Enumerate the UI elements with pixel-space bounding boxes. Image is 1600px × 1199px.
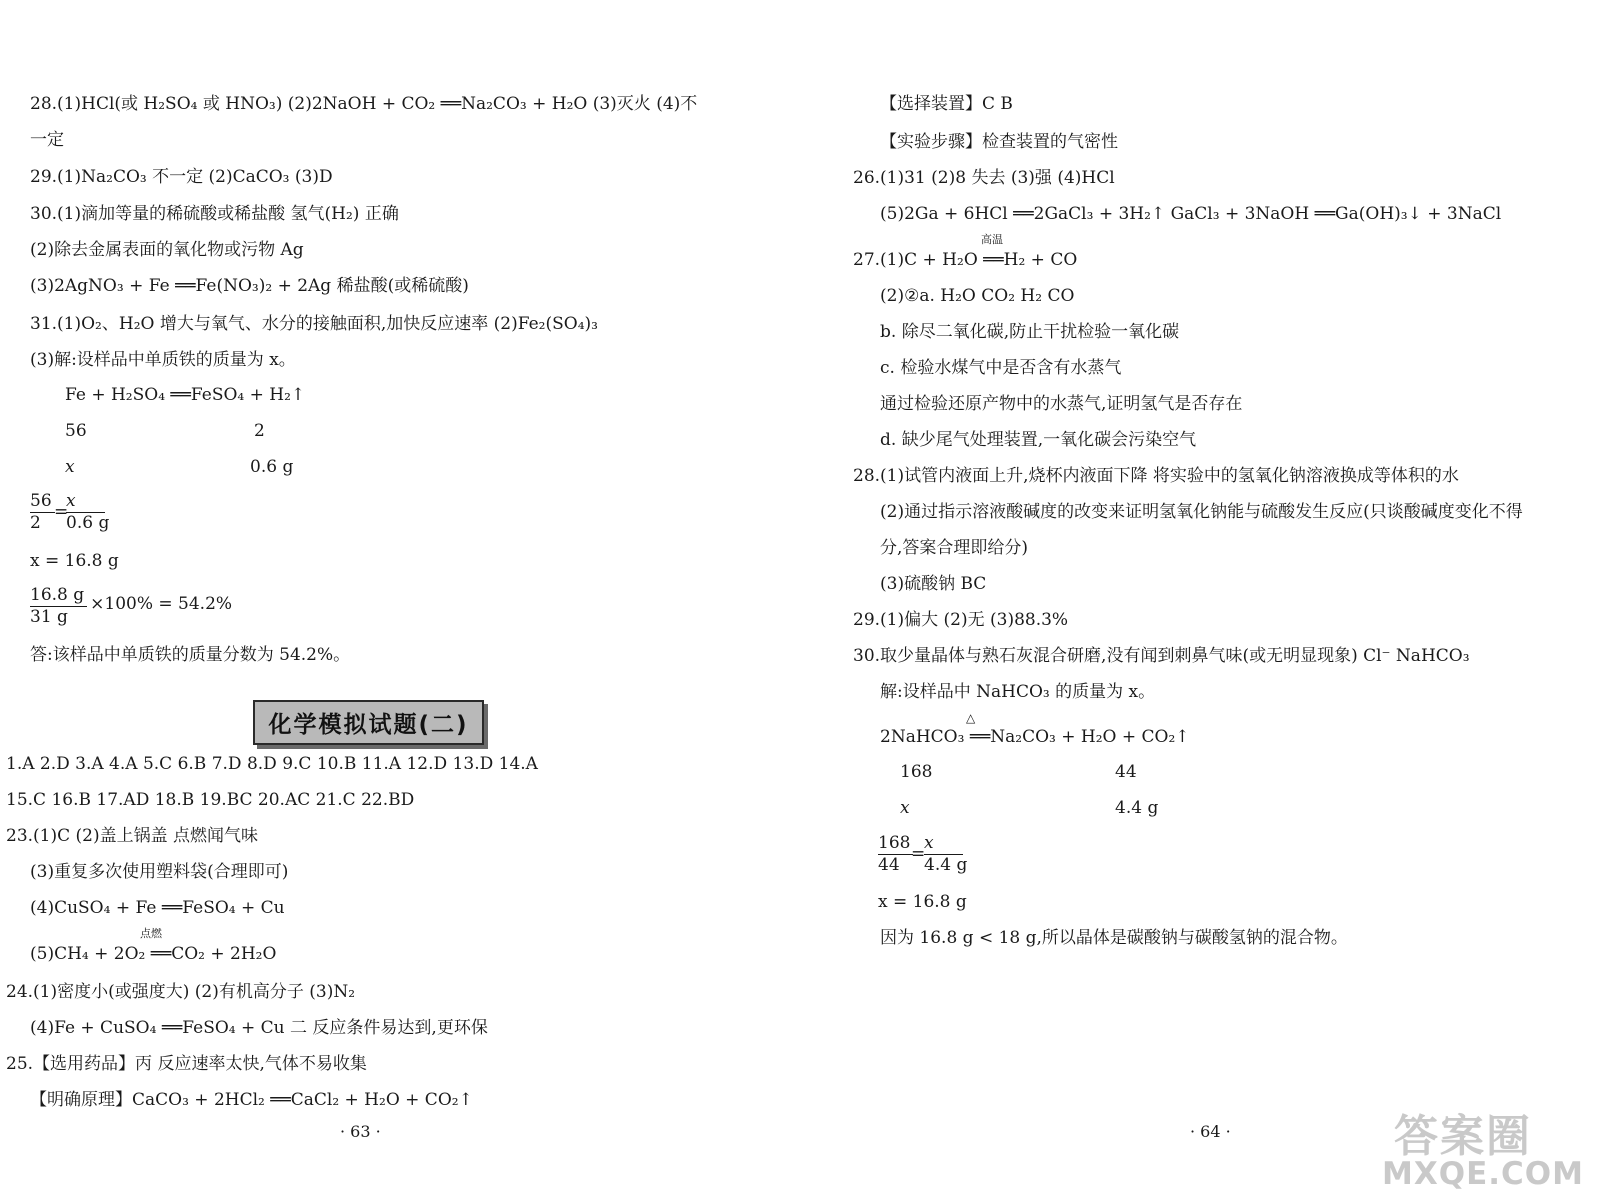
answer-line: 答:该样品中单质铁的质量分数为 54.2%。 [30, 645, 351, 665]
equation-ratio: 168 [900, 762, 933, 782]
answer-line: 24.(1)密度小(或强度大) (2)有机高分子 (3)N₂ [6, 982, 356, 1002]
answer-line: 通过检验还原产物中的水蒸气,证明氢气是否存在 [880, 394, 1243, 414]
equation-ratio: 44 [1115, 762, 1137, 782]
answer-line: 28.(1)HCl(或 H₂SO₄ 或 HNO₃) (2)2NaOH + CO₂ ══Na₂CO₃ + H₂O (3)灭火 (4)不 [30, 94, 698, 114]
equals-sign: = [911, 844, 926, 864]
equation-ratio: x [65, 457, 75, 477]
equation-line: Fe + H₂SO₄ ══FeSO₄ + H₂↑ [65, 385, 306, 405]
answer-line: x = 16.8 g [30, 551, 119, 571]
equation-ratio: 2 [254, 421, 265, 441]
answer-line: 25.【选用药品】丙 反应速率太快,气体不易收集 [6, 1054, 367, 1074]
answer-line: (5)CH₄ + 2O₂ ══CO₂ + 2H₂O [30, 944, 277, 964]
answer-line: 【选择装置】C B [880, 94, 1013, 114]
answer-line: 26.(1)31 (2)8 失去 (3)强 (4)HCl [853, 168, 1115, 188]
section-title: 化学模拟试题(二) [253, 700, 484, 745]
answer-line: 27.(1)C + H₂O ══H₂ + CO [853, 250, 1078, 270]
proportion-fraction: $\frac{x}{4.4 g}$ [924, 833, 968, 875]
reaction-condition: 高温 [981, 233, 1003, 246]
equals-sign: = [54, 502, 69, 522]
answer-line: 30.取少量晶体与熟石灰混合研磨,没有闻到刺鼻气味(或无明显现象) Cl⁻ NaHCO₃ [853, 646, 1470, 666]
answer-line: (2)②a. H₂O CO₂ H₂ CO [880, 286, 1075, 306]
answer-line: 【明确原理】CaCO₃ + 2HCl₂ ══CaCl₂ + H₂O + CO₂↑ [30, 1090, 473, 1110]
answer-line: (4)Fe + CuSO₄ ══FeSO₄ + Cu 二 反应条件易达到,更环保 [30, 1018, 488, 1038]
answer-line: 29.(1)偏大 (2)无 (3)88.3% [853, 610, 1069, 630]
answer-line: 28.(1)试管内液面上升,烧杯内液面下降 将实验中的氢氧化钠溶液换成等体积的水 [853, 466, 1459, 486]
answer-line: (3)解:设样品中单质铁的质量为 x。 [30, 350, 296, 370]
proportion-fraction: $\frac{168}{44}$ [878, 834, 913, 875]
proportion-fraction: $\frac{x}{0.6 g}$ [66, 491, 110, 533]
reaction-condition: △ [966, 711, 976, 725]
answer-line: (5)2Ga + 6HCl ══2GaCl₃ + 3H₂↑ GaCl₃ + 3NaOH ══Ga(OH)₃↓ + 3NaCl [880, 204, 1502, 224]
answer-line: 31.(1)O₂、H₂O 增大与氧气、水分的接触面积,加快反应速率 (2)Fe₂(SO₄)₃ [30, 314, 598, 334]
answer-line: x = 16.8 g [878, 892, 967, 912]
equation-line: 2NaHCO₃ ══Na₂CO₃ + H₂O + CO₂↑ [880, 727, 1190, 747]
answer-line: (2)除去金属表面的氧化物或污物 Ag [30, 240, 304, 260]
answer-line: b. 除尽二氧化碳,防止干扰检验一氧化碳 [880, 322, 1180, 342]
answer-line: 30.(1)滴加等量的稀硫酸或稀盐酸 氢气(H₂) 正确 [30, 204, 399, 224]
watermark-logo [1382, 1100, 1594, 1192]
answer-line: d. 缺少尾气处理装置,一氧化碳会污染空气 [880, 430, 1197, 450]
answer-line: 23.(1)C (2)盖上锅盖 点燃闻气味 [6, 826, 259, 846]
answer-line: (3)重复多次使用塑料袋(合理即可) [30, 862, 289, 882]
equation-ratio: 56 [65, 421, 87, 441]
answer-line: (2)通过指示溶液酸碱度的改变来证明氢氧化钠能与硫酸发生反应(只谈酸碱度变化不得 [880, 502, 1523, 522]
answer-line: 因为 16.8 g < 18 g,所以晶体是碳酸钠与碳酸氢钠的混合物。 [880, 928, 1348, 948]
answer-line: (3)硫酸钠 BC [880, 574, 987, 594]
answer-line: (3)2AgNO₃ + Fe ══Fe(NO₃)₂ + 2Ag 稀盐酸(或稀硫酸) [30, 276, 469, 296]
answer-line: 1.A 2.D 3.A 4.A 5.C 6.B 7.D 8.D 9.C 10.B 11.A 12.D 13.D 14.A [6, 754, 538, 774]
equation-ratio: 4.4 g [1115, 798, 1159, 818]
answer-line: 一定 [30, 130, 64, 150]
watermark-text: 答案圈 [1394, 1111, 1532, 1162]
percent-fraction: 16.8 g 31 g ×100% = 54.2% [30, 585, 233, 627]
proportion-fraction: $\frac{56}{2}$ [30, 492, 55, 533]
reaction-condition: 点燃 [140, 927, 162, 940]
equation-ratio: x [900, 798, 910, 818]
page-number: · 63 · [340, 1122, 381, 1141]
answer-line: 29.(1)Na₂CO₃ 不一定 (2)CaCO₃ (3)D [30, 167, 333, 187]
answer-line: 解:设样品中 NaHCO₃ 的质量为 x。 [880, 682, 1156, 702]
answer-line: c. 检验水煤气中是否含有水蒸气 [880, 358, 1122, 378]
answer-line: 【实验步骤】检查装置的气密性 [880, 132, 1118, 152]
watermark-url: MXQE.COM [1382, 1156, 1585, 1192]
answer-line: 分,答案合理即给分) [880, 538, 1029, 558]
page-number: · 64 · [1190, 1122, 1231, 1141]
answer-line: (4)CuSO₄ + Fe ══FeSO₄ + Cu [30, 898, 285, 918]
answer-line: 15.C 16.B 17.AD 18.B 19.BC 20.AC 21.C 22.BD [6, 790, 415, 810]
equation-ratio: 0.6 g [250, 457, 294, 477]
